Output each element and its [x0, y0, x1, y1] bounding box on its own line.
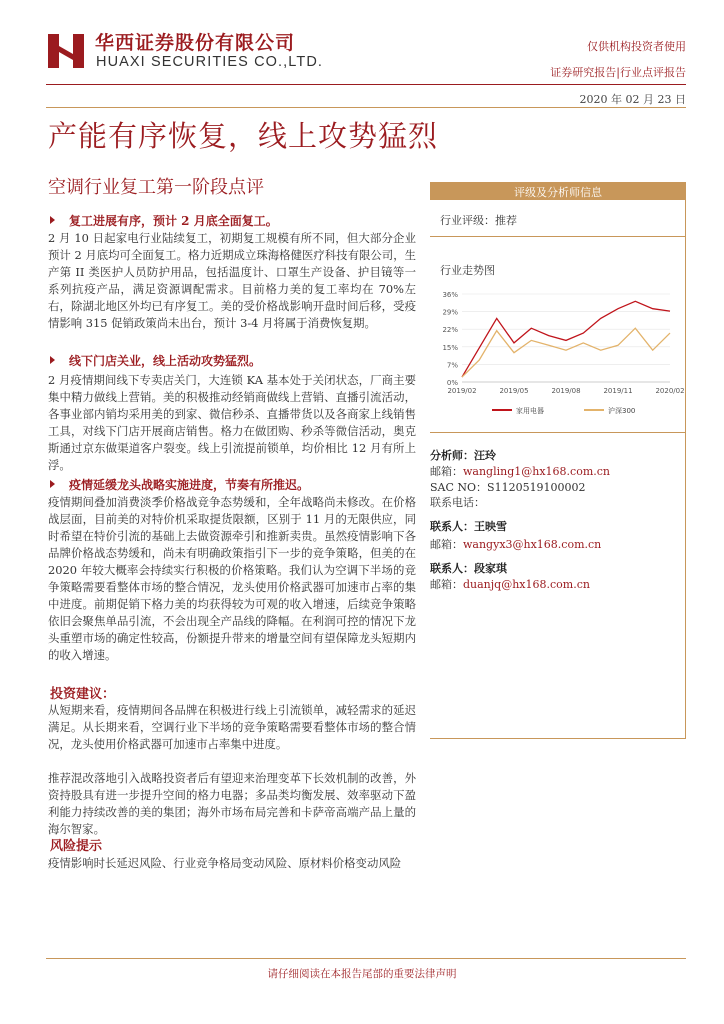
- analyst-sac: SAC NO：S1120519100002: [430, 481, 586, 494]
- contact-1-email-row: 邮箱：wangyx3@hx168.com.cn: [430, 538, 602, 551]
- chart-legend-label: 沪深300: [608, 407, 636, 415]
- industry-rating: 行业评级：推荐: [440, 214, 517, 227]
- trend-label: 行业走势图: [440, 264, 495, 277]
- chart-series-line-2: [462, 328, 670, 377]
- investment-para-2: 推荐混改落地引入战略投资者后有望迎来治理变革下长效机制的改善，外资持股具有进一步提升空间的格力电器；多品类均衡发展、效率驱动下盈利能力持续改善的美的集团；海外市场布局完善和卡萨帝高端产品上量的海尔智家。: [48, 771, 416, 836]
- chart-y-tick-label: 36%: [442, 291, 458, 299]
- risk-heading: 风险提示: [50, 839, 103, 854]
- section-1-body: 2 月 10 日起家电行业陆续复工，初期复工规模有所不同，但大部分企业预计 2 月底均可全面复工。格力近期成立珠海格健医疗科技有限公司，生产第 II 类医护人员防护用品，包括温度计、口罩生产设备、护目镜等一系列抗疫产品，满足资源调配需求。目前格力美的复工率均在 70%左右，除湖北地区外均已有序复工。美的受价格战影响开盘时间后移，受疫情影响 315 促销政策尚未出台，预计 3-4 月将属于消费恢复期。: [48, 231, 416, 330]
- huaxi-logo: [46, 30, 86, 72]
- bullet-triangle-icon: [50, 216, 55, 224]
- header-rule: [46, 84, 686, 85]
- sidebar-right-border: [685, 200, 686, 738]
- chart-series-line-1: [462, 301, 670, 377]
- contact-1-email[interactable]: wangyx3@hx168.com.cn: [463, 538, 602, 551]
- sidebar-divider: [430, 236, 686, 237]
- date-rule: [46, 107, 686, 108]
- contact-2-email-row: 邮箱：duanjq@hx168.com.cn: [430, 578, 590, 591]
- section-3-heading: 疫情延缓龙头战略实施进度，节奏有所推迟。: [50, 476, 309, 493]
- sidebar-bottom-border: [430, 738, 686, 739]
- bullet-triangle-icon: [50, 480, 55, 488]
- legal-notice: 请仔细阅读在本报告尾部的重要法律声明: [267, 968, 457, 980]
- chart-x-tick-label: 2019/08: [551, 387, 581, 395]
- analyst-phone: 联系电话：: [430, 496, 485, 509]
- industry-trend-chart: [432, 284, 686, 426]
- chart-y-tick-label: 0%: [446, 379, 458, 387]
- footer-rule: [46, 958, 686, 959]
- investment-heading: 投资建议：: [50, 687, 116, 702]
- company-name-cn: 华西证券股份有限公司: [95, 32, 296, 54]
- chart-x-tick-label: 2019/02: [447, 387, 477, 395]
- section-2-heading: 线下门店关业，线上活动攻势猛烈。: [50, 352, 261, 369]
- analyst-email[interactable]: wangling1@hx168.com.cn: [463, 465, 610, 478]
- chart-y-tick-label: 7%: [446, 361, 458, 370]
- chart-x-tick-label: 2020/02: [655, 387, 685, 395]
- chart-x-tick-label: 2019/11: [603, 387, 633, 395]
- report-title: 产能有序恢复，线上攻势猛烈: [48, 119, 439, 153]
- sidebar-panel-title: 评级及分析师信息: [514, 186, 602, 199]
- company-name-en: HUAXI SECURITIES CO.,LTD.: [96, 54, 324, 70]
- chart-y-tick-label: 29%: [442, 308, 458, 317]
- chart-y-tick-label: 22%: [442, 326, 458, 335]
- report-type: 证券研究报告|行业点评报告: [550, 66, 686, 79]
- report-date: 2020 年 02 月 23 日: [579, 93, 686, 106]
- chart-x-tick-label: 2019/05: [499, 387, 529, 395]
- analyst-name: 分析师：汪玲: [430, 449, 496, 462]
- contact-2-email[interactable]: duanjq@hx168.com.cn: [463, 578, 590, 591]
- bullet-triangle-icon: [50, 356, 55, 364]
- analyst-email-row: 邮箱：wangling1@hx168.com.cn: [430, 465, 610, 478]
- usage-note: 仅供机构投资者使用: [587, 40, 686, 53]
- investment-para-1: 从短期来看，疫情期间各品牌在积极进行线上引流锁单，减轻需求的延迟满足。从长期来看，空调行业下半场的竞争策略需要看整体市场的整合情况，龙头使用价格武器可加速市占率集中进度。: [48, 703, 416, 751]
- section-2-body: 2 月疫情期间线下专卖店关门，大连锁 KA 基本处于关闭状态，厂商主要集中精力做线上营销。美的积极推动经销商做线上营销、直播引流活动，各事业部内销均采用美的到家、微信秒杀、直播带货以及各商家上线销售工具，对线下门店开展商店销售。格力在做团购、秒杀等微信活动，奥克斯通过京东做渠道客户裂变。线上引流提前锁单，均价相比 12 月有所上浮。: [48, 373, 416, 472]
- chart-legend-label: 家用电器: [516, 407, 544, 415]
- contact-2-name: 联系人：段家琪: [430, 562, 507, 575]
- report-subtitle: 空调行业复工第一阶段点评: [48, 177, 264, 198]
- sidebar-divider: [430, 432, 686, 433]
- chart-y-tick-label: 15%: [442, 343, 458, 352]
- risk-body: 疫情影响时长延迟风险、行业竞争格局变动风险、原材料价格变动风险: [48, 856, 402, 870]
- section-3-body: 疫情期间叠加消费淡季价格战竞争态势缓和，全年战略尚未修改。在价格战层面，目前美的对特价机采取提货限额，区别于 11 月的无限供应，同时希望在特价引流的基础上去做资源牵引和推新卖贵。虽然疫情影响下各品牌价格战态势缓和，尚未有明确政策指引下一步的竞争策略，但美的在 2020 年较大概率会持续实行积极的价格策略。我们认为空调下半场的竞争策略需要看整体市场的整合情况，龙头使用价格武器可加速市占率的集中进度。前期促销下格力美的均获得较为可观的收入增速，后续竞争策略依旧会聚焦单品引流，不会出现全产品线的降幅。在利润可控的情况下龙头重塑市场的确定性较高，份额提升带来的增量空间有望保障龙头短期内的收入增速。: [48, 495, 416, 662]
- section-1-heading: 复工进展有序，预计 2 月底全面复工。: [50, 212, 278, 229]
- contact-1-name: 联系人：王映雪: [430, 520, 507, 533]
